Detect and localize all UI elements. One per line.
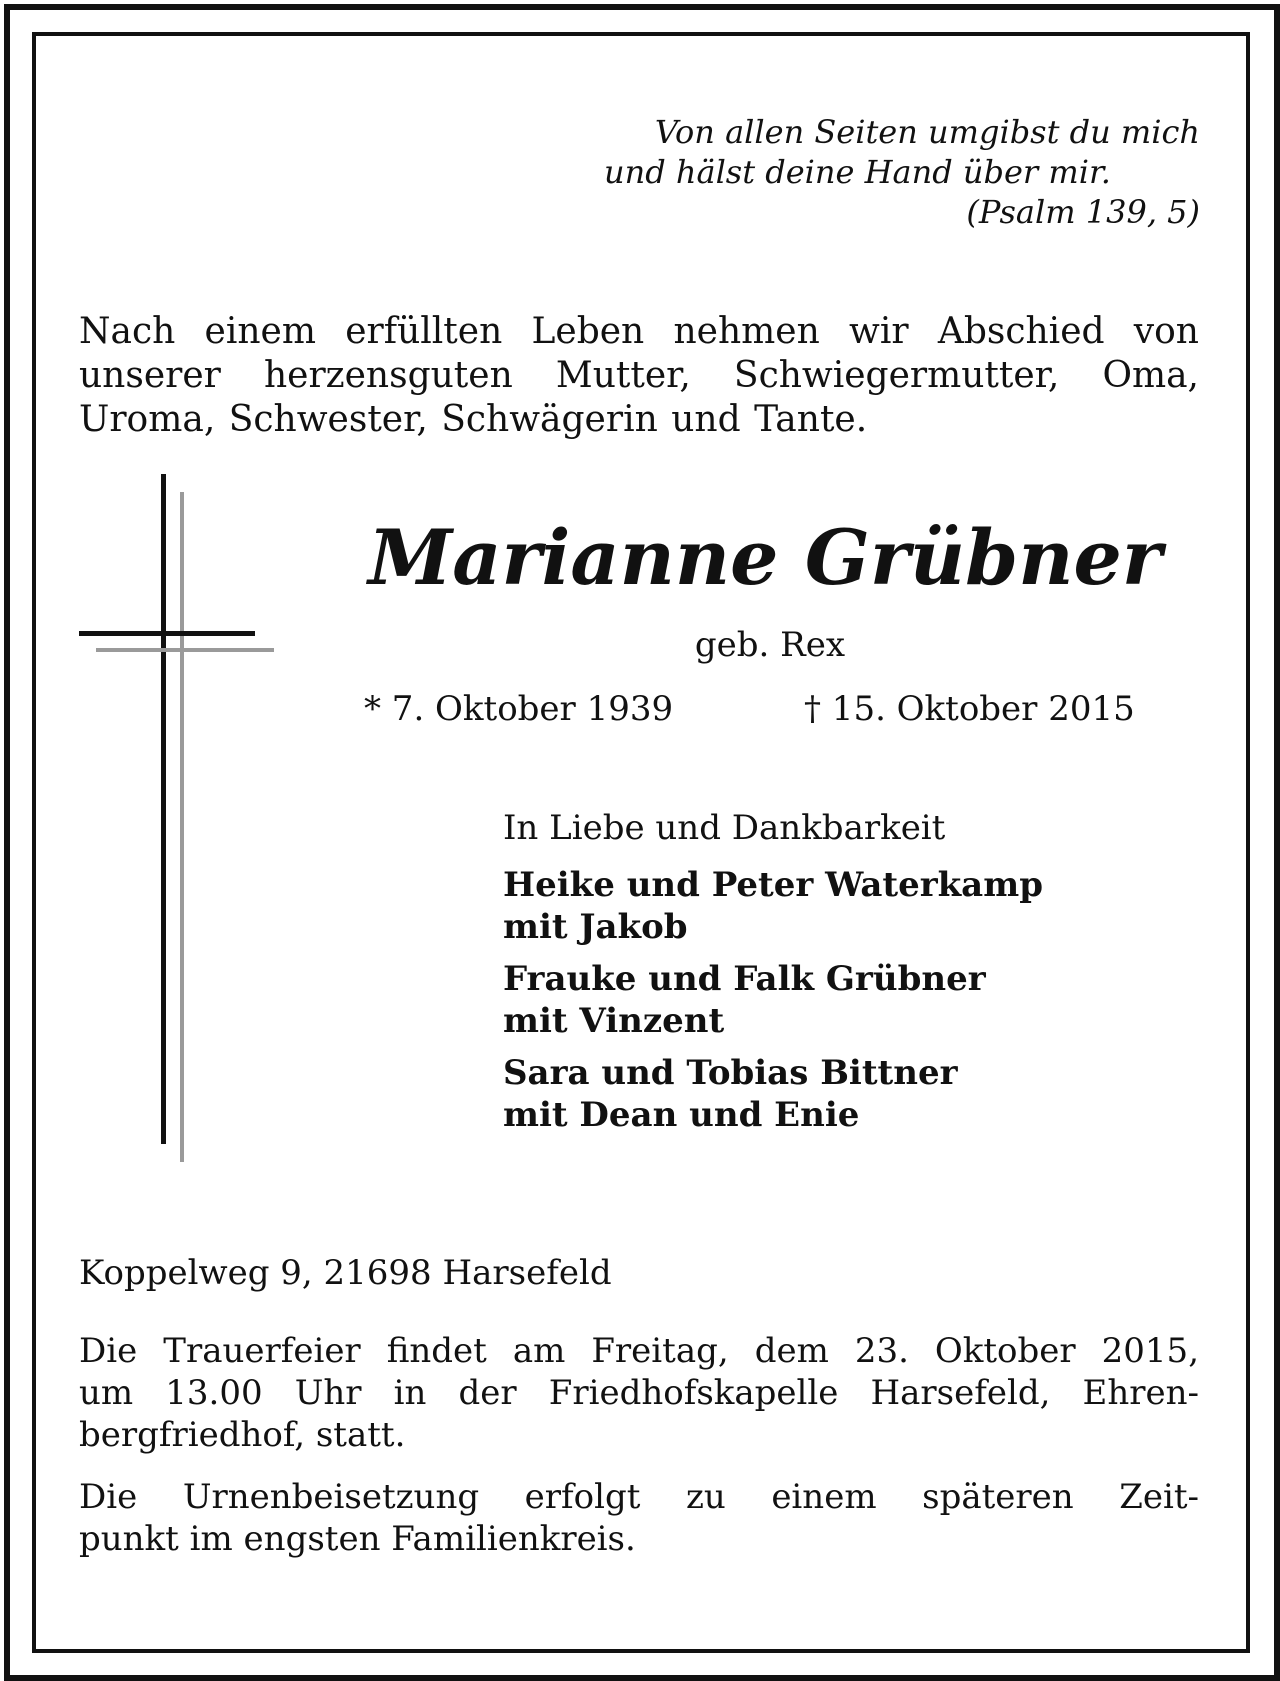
mourner-group <box>503 1052 1203 1136</box>
funeral-line-1: Die Trauerfeier findet am Freitag, dem 23. Oktober 2015, <box>79 1331 1199 1371</box>
mourner-group <box>503 864 1203 948</box>
psalm-reference: (Psalm 139, 5) <box>966 193 1200 231</box>
mourner-names: Heike und Peter Waterkamp <box>503 865 1043 905</box>
mourner-children: mit Jakob <box>503 907 688 947</box>
funeral-line-3: bergfriedhof, statt. <box>79 1415 406 1455</box>
intro-line-1: Nach einem erfüllten Leben nehmen wir Abschied von <box>79 311 1199 352</box>
maiden-name: geb. Rex <box>694 625 846 665</box>
mourner-names: Sara und Tobias Bittner <box>503 1053 958 1093</box>
burial-line-1: Die Urnenbeisetzung erfolgt zu einem späteren Zeit- <box>79 1477 1199 1517</box>
funeral-line-2: um 13.00 Uhr in der Friedhofskapelle Harsefeld, Ehren- <box>79 1373 1199 1413</box>
psalm-quote <box>560 112 1200 232</box>
intro-paragraph <box>79 310 1199 442</box>
funeral-notice <box>79 1330 1199 1456</box>
mourners-block <box>503 806 1203 1146</box>
intro-line-3: Uroma, Schwester, Schwägerin und Tante. <box>79 399 868 440</box>
mourner-children: mit Dean und Enie <box>503 1095 860 1135</box>
deceased-name: Marianne Grübner <box>368 513 1162 602</box>
cross-icon-horizontal-shadow <box>96 648 274 652</box>
mourner-group <box>503 958 1203 1042</box>
cross-icon-horizontal-bar <box>79 631 255 636</box>
mourner-names: Frauke und Falk Grübner <box>503 959 986 999</box>
family-address: Koppelweg 9, 21698 Harsefeld <box>79 1253 612 1293</box>
psalm-line-2: und hälst deine Hand über mir. <box>604 153 1111 191</box>
mourners-greeting: In Liebe und Dankbarkeit <box>503 808 946 848</box>
burial-line-2: punkt im engsten Familienkreis. <box>79 1519 636 1559</box>
cross-icon-vertical-bar <box>161 474 166 1144</box>
death-date: † 15. Oktober 2015 <box>804 689 1135 729</box>
intro-line-2: unserer herzensguten Mutter, Schwiegermutter, Oma, <box>79 355 1199 396</box>
psalm-line-1: Von allen Seiten umgibst du mich <box>654 113 1200 151</box>
birth-date: * 7. Oktober 1939 <box>364 689 674 729</box>
cross-icon-vertical-shadow <box>180 492 184 1162</box>
mourner-children: mit Vinzent <box>503 1001 725 1041</box>
burial-notice <box>79 1476 1199 1560</box>
